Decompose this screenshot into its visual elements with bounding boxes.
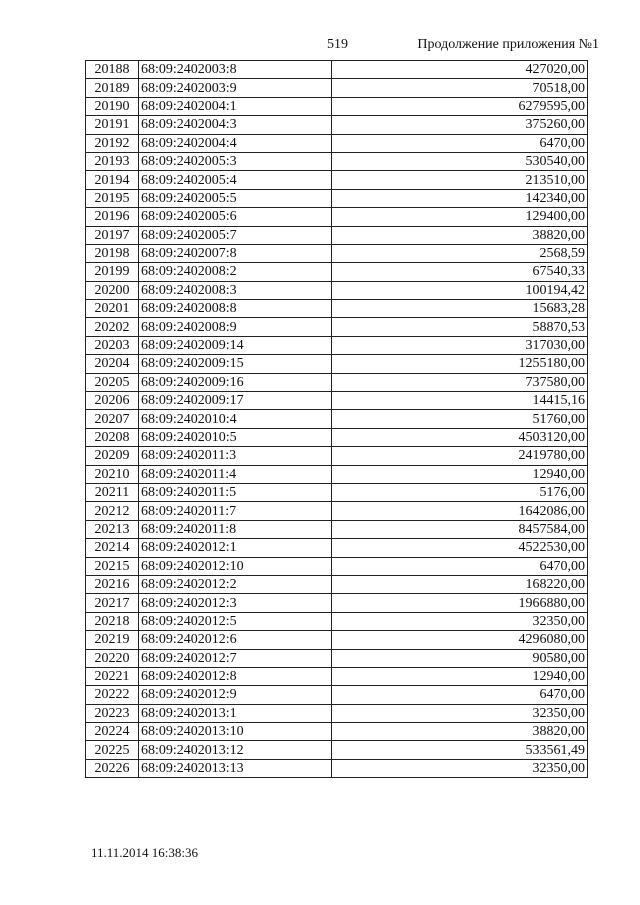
row-number: 20214: [86, 539, 139, 557]
table-row: [86, 428, 588, 446]
cadastral-number: 68:09:2402009:16: [139, 373, 332, 391]
cadastral-value: 38820,00: [332, 226, 588, 244]
table-row: [86, 355, 588, 373]
cadastral-value: 213510,00: [332, 171, 588, 189]
table-row: [86, 447, 588, 465]
cadastral-value-table: [85, 60, 588, 778]
cadastral-number: 68:09:2402008:9: [139, 318, 332, 336]
table-row: [86, 61, 588, 79]
cadastral-value: 6470,00: [332, 557, 588, 575]
cadastral-value: 4503120,00: [332, 428, 588, 446]
cadastral-number: 68:09:2402008:8: [139, 300, 332, 318]
row-number: 20218: [86, 612, 139, 630]
table-row: [86, 557, 588, 575]
row-number: 20204: [86, 355, 139, 373]
cadastral-number: 68:09:2402012:7: [139, 649, 332, 667]
cadastral-value: 14415,16: [332, 392, 588, 410]
table-row: [86, 226, 588, 244]
cadastral-number: 68:09:2402005:6: [139, 208, 332, 226]
row-number: 20202: [86, 318, 139, 336]
cadastral-value: 317030,00: [332, 336, 588, 354]
row-number: 20189: [86, 79, 139, 97]
cadastral-value: 6470,00: [332, 134, 588, 152]
row-number: 20216: [86, 575, 139, 593]
cadastral-value: 5176,00: [332, 483, 588, 501]
cadastral-value: 4296080,00: [332, 631, 588, 649]
table-row: [86, 502, 588, 520]
cadastral-value: 12940,00: [332, 465, 588, 483]
row-number: 20215: [86, 557, 139, 575]
table-row: [86, 208, 588, 226]
cadastral-number: 68:09:2402011:4: [139, 465, 332, 483]
row-number: 20197: [86, 226, 139, 244]
cadastral-number: 68:09:2402011:8: [139, 520, 332, 538]
table-row: [86, 612, 588, 630]
cadastral-number: 68:09:2402003:9: [139, 79, 332, 97]
cadastral-number: 68:09:2402013:13: [139, 759, 332, 777]
cadastral-number: 68:09:2402005:4: [139, 171, 332, 189]
row-number: 20223: [86, 704, 139, 722]
cadastral-number: 68:09:2402009:14: [139, 336, 332, 354]
cadastral-number: 68:09:2402004:4: [139, 134, 332, 152]
cadastral-number: 68:09:2402013:12: [139, 741, 332, 759]
cadastral-number: 68:09:2402010:5: [139, 428, 332, 446]
cadastral-value: 1966880,00: [332, 594, 588, 612]
row-number: 20198: [86, 244, 139, 262]
row-number: 20221: [86, 667, 139, 685]
row-number: 20226: [86, 759, 139, 777]
row-number: 20210: [86, 465, 139, 483]
row-number: 20211: [86, 483, 139, 501]
table-row: [86, 171, 588, 189]
cadastral-number: 68:09:2402004:3: [139, 116, 332, 134]
cadastral-value: 4522530,00: [332, 539, 588, 557]
cadastral-number: 68:09:2402009:15: [139, 355, 332, 373]
row-number: 20203: [86, 336, 139, 354]
row-number: 20188: [86, 61, 139, 79]
cadastral-number: 68:09:2402005:5: [139, 189, 332, 207]
table-row: [86, 189, 588, 207]
cadastral-number: 68:09:2402008:2: [139, 263, 332, 281]
cadastral-number: 68:09:2402012:3: [139, 594, 332, 612]
cadastral-value: 6279595,00: [332, 97, 588, 115]
row-number: 20196: [86, 208, 139, 226]
cadastral-value: 58870,53: [332, 318, 588, 336]
row-number: 20219: [86, 631, 139, 649]
cadastral-number: 68:09:2402013:10: [139, 723, 332, 741]
table-row: [86, 759, 588, 777]
cadastral-value: 375260,00: [332, 116, 588, 134]
cadastral-number: 68:09:2402005:3: [139, 152, 332, 170]
row-number: 20190: [86, 97, 139, 115]
cadastral-value: 129400,00: [332, 208, 588, 226]
cadastral-number: 68:09:2402005:7: [139, 226, 332, 244]
table-row: [86, 392, 588, 410]
cadastral-value: 1642086,00: [332, 502, 588, 520]
cadastral-value: 100194,42: [332, 281, 588, 299]
cadastral-number: 68:09:2402011:3: [139, 447, 332, 465]
table-row: [86, 723, 588, 741]
table-row: [86, 318, 588, 336]
row-number: 20217: [86, 594, 139, 612]
table-row: [86, 520, 588, 538]
cadastral-value: 70518,00: [332, 79, 588, 97]
table-row: [86, 244, 588, 262]
cadastral-value: 15683,28: [332, 300, 588, 318]
cadastral-value: 51760,00: [332, 410, 588, 428]
cadastral-value: 168220,00: [332, 575, 588, 593]
appendix-caption: Продолжение приложения №1: [417, 37, 599, 52]
row-number: 20220: [86, 649, 139, 667]
cadastral-number: 68:09:2402012:6: [139, 631, 332, 649]
table-row: [86, 483, 588, 501]
row-number: 20191: [86, 116, 139, 134]
row-number: 20225: [86, 741, 139, 759]
table-row: [86, 465, 588, 483]
row-number: 20205: [86, 373, 139, 391]
print-timestamp: 11.11.2014 16:38:36: [91, 845, 199, 860]
row-number: 20206: [86, 392, 139, 410]
table-row: [86, 686, 588, 704]
table-row: [86, 336, 588, 354]
row-number: 20194: [86, 171, 139, 189]
table-row: [86, 116, 588, 134]
table-row: [86, 373, 588, 391]
table-row: [86, 134, 588, 152]
row-number: 20212: [86, 502, 139, 520]
cadastral-value: 533561,49: [332, 741, 588, 759]
cadastral-number: 68:09:2402007:8: [139, 244, 332, 262]
table-row: [86, 575, 588, 593]
cadastral-number: 68:09:2402008:3: [139, 281, 332, 299]
table-row: [86, 281, 588, 299]
cadastral-value: 530540,00: [332, 152, 588, 170]
row-number: 20193: [86, 152, 139, 170]
cadastral-number: 68:09:2402012:8: [139, 667, 332, 685]
cadastral-value: 6470,00: [332, 686, 588, 704]
cadastral-value: 32350,00: [332, 704, 588, 722]
row-number: 20208: [86, 428, 139, 446]
row-number: 20201: [86, 300, 139, 318]
cadastral-number: 68:09:2402003:8: [139, 61, 332, 79]
row-number: 20207: [86, 410, 139, 428]
cadastral-number: 68:09:2402009:17: [139, 392, 332, 410]
table-row: [86, 97, 588, 115]
row-number: 20199: [86, 263, 139, 281]
row-number: 20192: [86, 134, 139, 152]
table-row: [86, 152, 588, 170]
table-row: [86, 539, 588, 557]
cadastral-number: 68:09:2402012:5: [139, 612, 332, 630]
cadastral-value: 32350,00: [332, 759, 588, 777]
cadastral-number: 68:09:2402010:4: [139, 410, 332, 428]
page-number: 519: [327, 37, 348, 52]
row-number: 20213: [86, 520, 139, 538]
cadastral-number: 68:09:2402004:1: [139, 97, 332, 115]
cadastral-value: 142340,00: [332, 189, 588, 207]
cadastral-number: 68:09:2402013:1: [139, 704, 332, 722]
cadastral-number: 68:09:2402012:9: [139, 686, 332, 704]
cadastral-value: 427020,00: [332, 61, 588, 79]
cadastral-value: 38820,00: [332, 723, 588, 741]
table-row: [86, 410, 588, 428]
table-row: [86, 594, 588, 612]
table-row: [86, 263, 588, 281]
row-number: 20200: [86, 281, 139, 299]
table-row: [86, 667, 588, 685]
cadastral-value: 32350,00: [332, 612, 588, 630]
table-row: [86, 300, 588, 318]
cadastral-value: 90580,00: [332, 649, 588, 667]
cadastral-number: 68:09:2402012:10: [139, 557, 332, 575]
cadastral-value: 2568,59: [332, 244, 588, 262]
cadastral-number: 68:09:2402011:5: [139, 483, 332, 501]
table-row: [86, 741, 588, 759]
row-number: 20209: [86, 447, 139, 465]
row-number: 20195: [86, 189, 139, 207]
cadastral-number: 68:09:2402011:7: [139, 502, 332, 520]
row-number: 20224: [86, 723, 139, 741]
table-row: [86, 649, 588, 667]
table-row: [86, 704, 588, 722]
cadastral-number: 68:09:2402012:1: [139, 539, 332, 557]
cadastral-value: 1255180,00: [332, 355, 588, 373]
cadastral-value: 12940,00: [332, 667, 588, 685]
cadastral-value: 2419780,00: [332, 447, 588, 465]
cadastral-value: 8457584,00: [332, 520, 588, 538]
row-number: 20222: [86, 686, 139, 704]
table-row: [86, 631, 588, 649]
cadastral-value: 67540,33: [332, 263, 588, 281]
cadastral-value: 737580,00: [332, 373, 588, 391]
cadastral-number: 68:09:2402012:2: [139, 575, 332, 593]
table-row: [86, 79, 588, 97]
table-body: [86, 61, 588, 778]
